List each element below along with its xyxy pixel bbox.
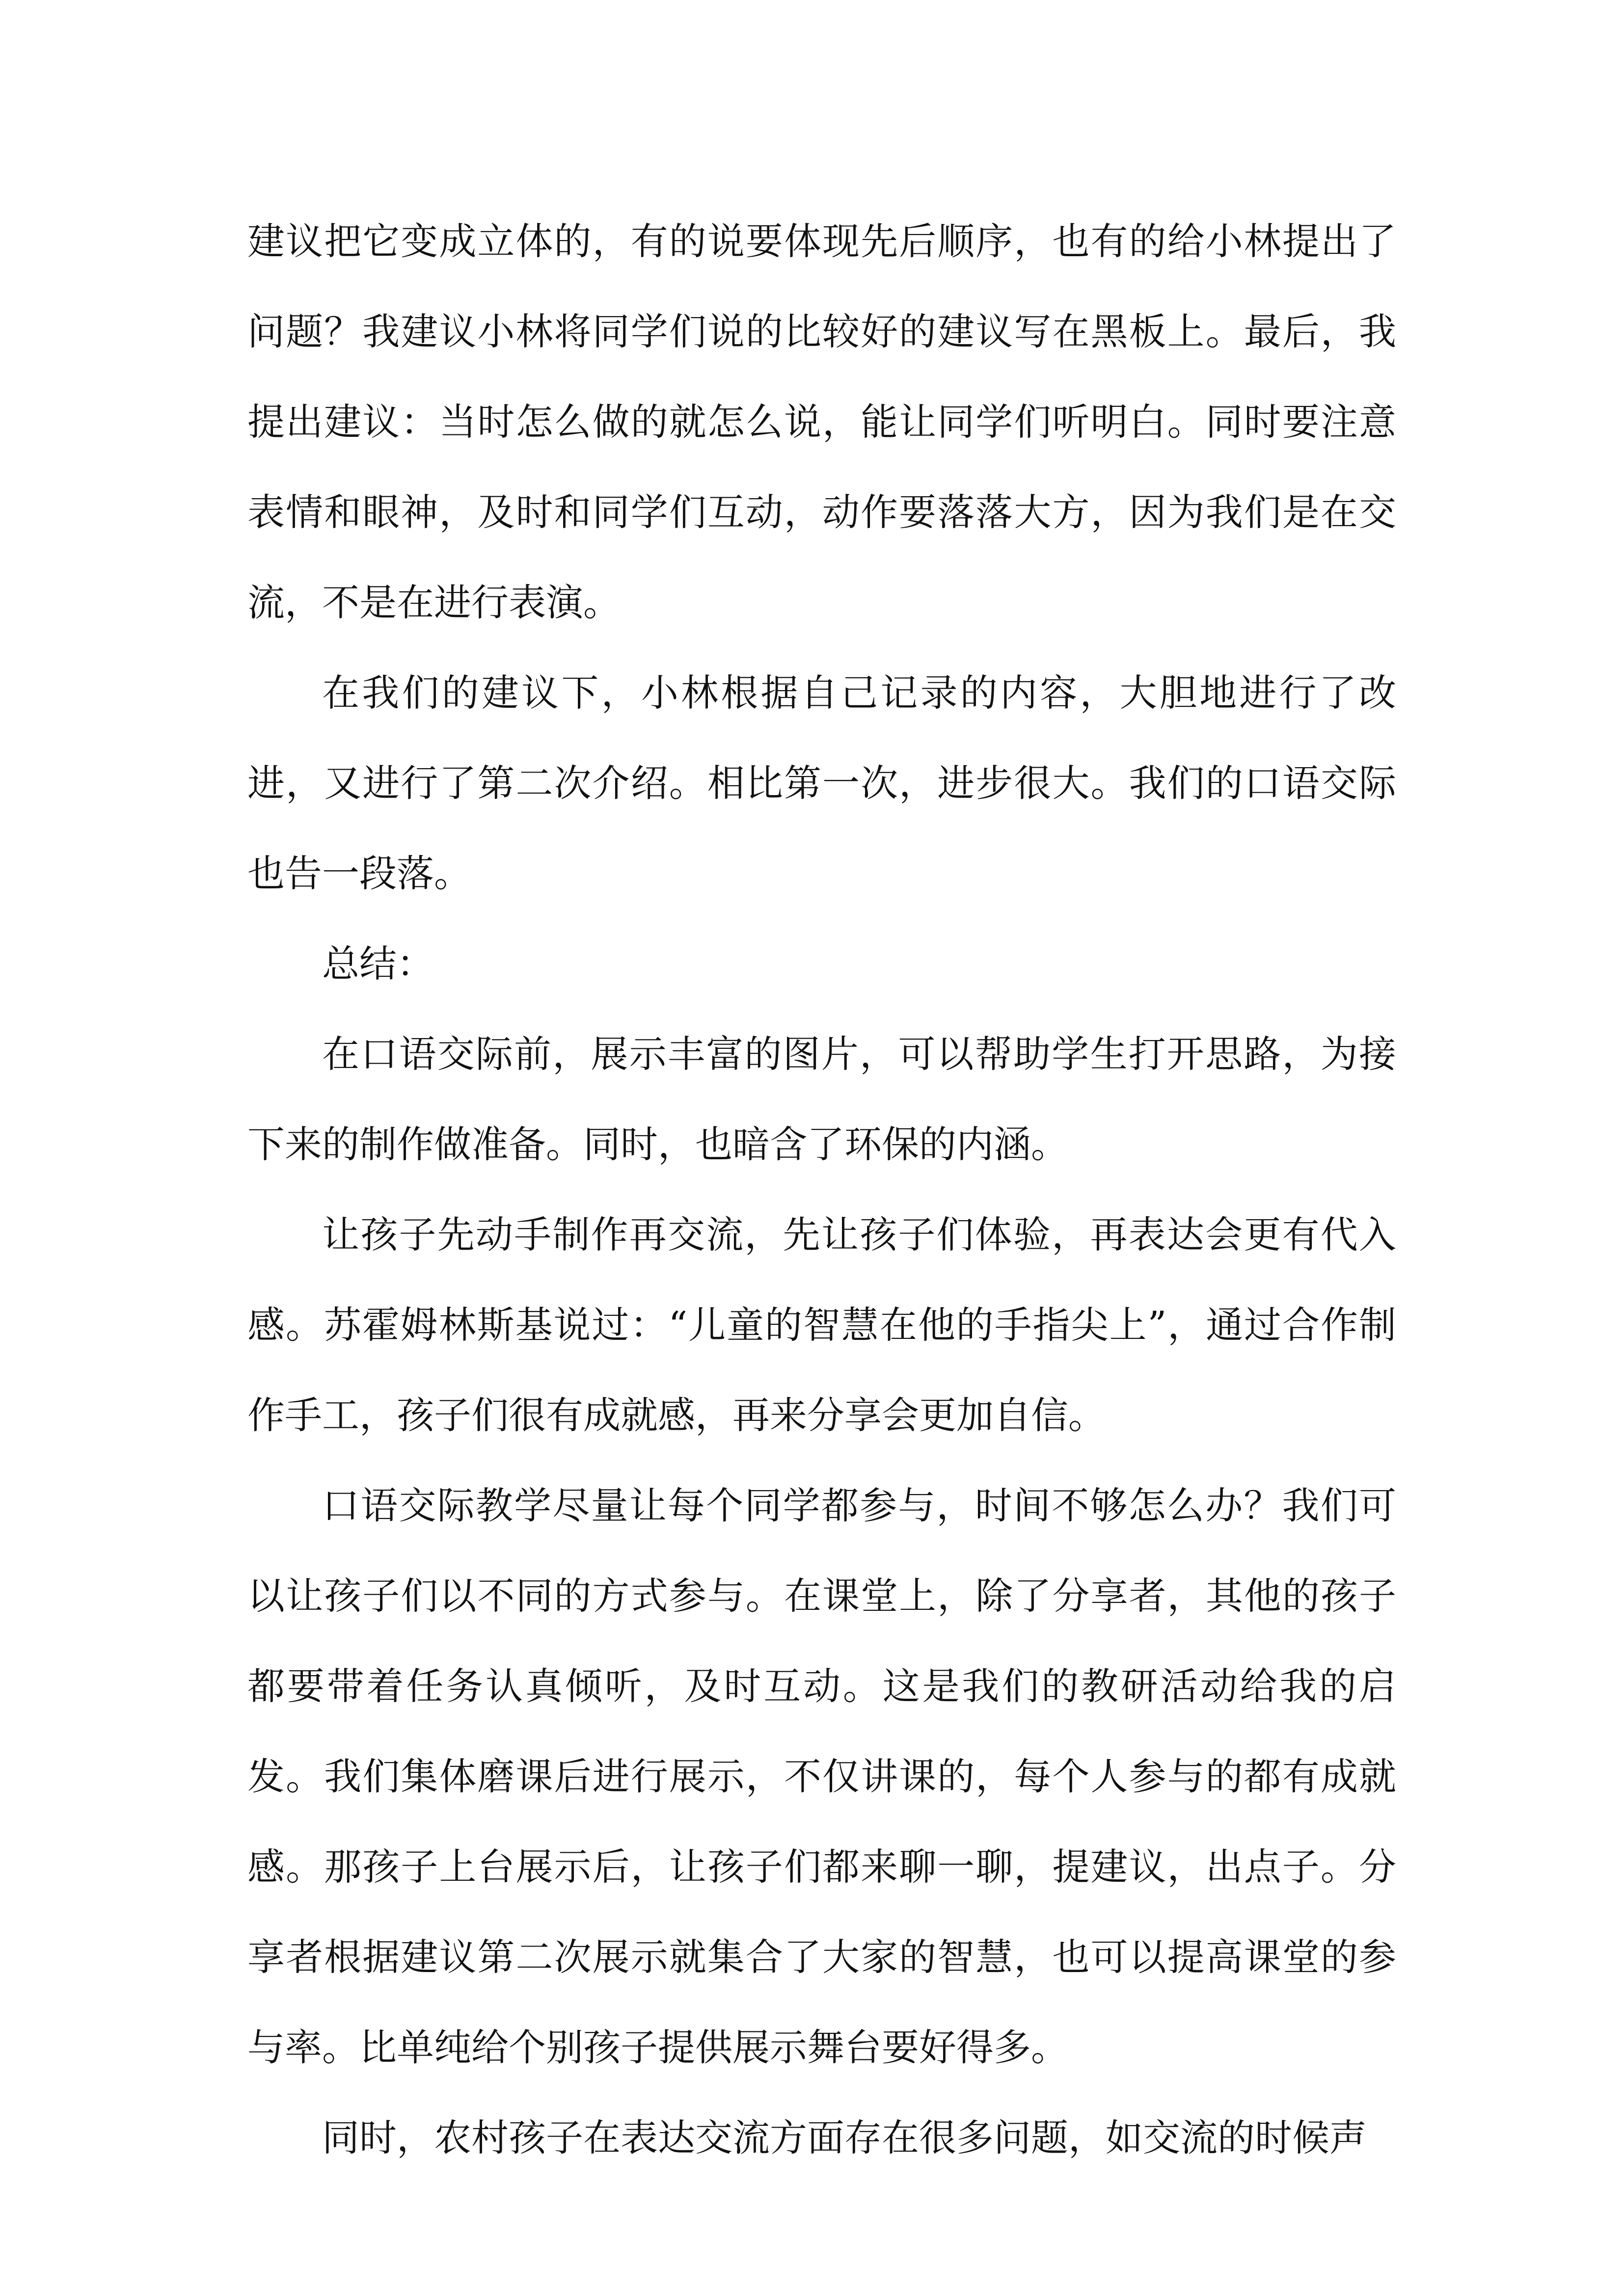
paragraph-1: 建议把它变成立体的，有的说要体现先后顺序，也有的给小林提出了问题？我建议小林将同学们说的比较好的建议写在黑板上。最后，我提出建议：当时怎么做的就怎么说，能让同学们听明白。同时要注意表情和眼神，及时和同学们互动，动作要落落大方，因为我们是在交流，不是在进行表演。 <box>247 219 1396 624</box>
paragraph-5: 让孩子先动手制作再交流，先让孩子们体验，再表达会更有代入感。苏霍姆林斯基说过：“儿童的智慧在他的手指尖上”，通过合作制作手工，孩子们很有成就感，再来分享会更加自信。 <box>247 1213 1396 1437</box>
paragraph-2: 在我们的建议下，小林根据自己记录的内容，大胆地进行了改进，又进行了第二次介绍。相比第一次，进步很大。我们的口语交际也告一段落。 <box>247 671 1396 895</box>
paragraph-7: 同时，农村孩子在表达交流方面存在很多问题，如交流的时候声 <box>322 2116 1367 2160</box>
paragraph-4: 在口语交际前，展示丰富的图片，可以帮助学生打开思路，为接下来的制作做准备。同时，也暗含了环保的内涵。 <box>247 1032 1396 1166</box>
document-body <box>247 196 1396 2183</box>
paragraph-3-heading: 总结： <box>322 942 434 986</box>
paragraph-6: 口语交际教学尽量让每个同学都参与，时间不够怎么办？我们可以让孩子们以不同的方式参与。在课堂上，除了分享者，其他的孩子都要带着任务认真倾听，及时互动。这是我们的教研活动给我的启发。我们集体磨课后进行展示，不仅讲课的，每个人参与的都有成就感。那孩子上台展示后，让孩子们都来聊一聊，提建议，出点子。分享者根据建议第二次展示就集合了大家的智慧，也可以提高课堂的参与率。比单纯给个别孩子提供展示舞台要好得多。 <box>247 1484 1396 2069</box>
